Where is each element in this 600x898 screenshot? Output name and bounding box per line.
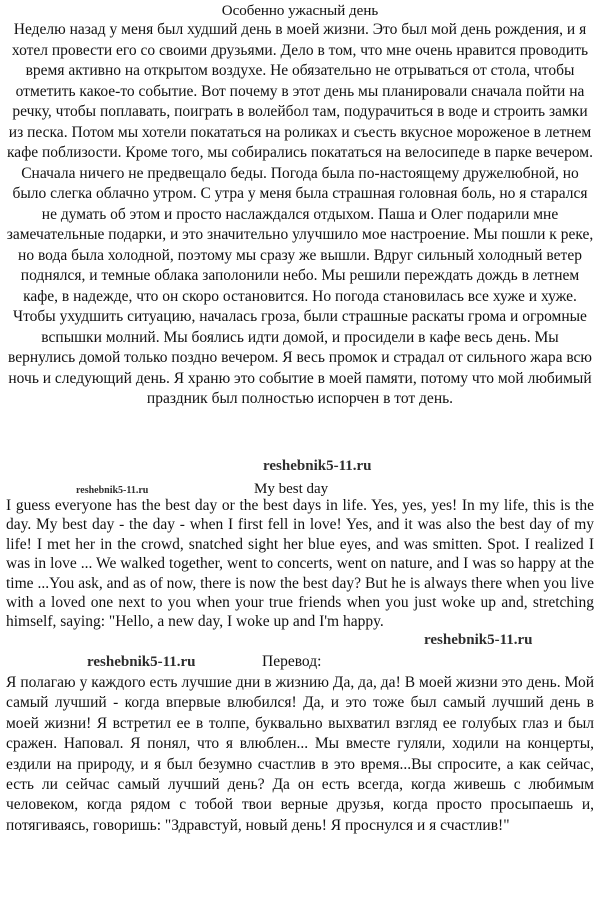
watermark-3: reshebnik5-11.ru	[424, 632, 533, 648]
english-subtitle: My best day	[254, 481, 329, 497]
english-story-text: I guess everyone has the best day or the best days in life. Yes, yes, yes! In my life, this is the day. My best day - the day - when I first fell in love! Yes, and it was also the best day of my life! I met her in the crowd, snatched sight her blue eyes, and was smitten. Spot. I realized I was in love ... We walked together, went to concerts, went on nature, and I was so happy at the time ...You ask, and as of now, there is now the best day? But he is always there when you live with a loved one next to you when your true friends when you just woke up and, stretching himself, saying: "Hello, a new day, I woke up and I'm happy.	[6, 497, 594, 631]
russian-story-text: Неделю назад у меня был худший день в моей жизни. Это был мой день рождения, и я хотел провести его со своими друзьями. Дело в том, что мне очень нравится проводить время активно на открытом воздухе. Не обязательно не отрываться от стола, чтобы отметить какое-то событие. Вот почему в этот день мы планировали сначала пойти на речку, чтобы поплавать, поиграть в волейбол там, подурачиться в воде и строить замки из песка. Потом мы хотели покататься на роликах и съесть вкусное мороженое в летнем кафе поблизости. Кроме того, мы собирались покататься на велосипеде в парке вечером. Сначала ничего не предвещало беды. Погода была по-настоящему дружелюбной, но было слегка облачно утром. С утра у меня была страшная головная боль, но я старался не думать об этом и просто наслаждался отдыхом. Паша и Олег подарили мне замечательные подарки, и это значительно улучшило мое настроение. Мы пошли к реке, но вода была холодной, поэтому мы сразу же вышли. Вдруг сильный холодный ветер поднялся, и темные облака заполонили небо. Мы решили переждать дождь в летнем кафе, в надежде, что он скоро остановится. Но погода становилась все хуже и хуже. Чтобы ухудшить ситуацию, началась гроза, были страшные раскаты грома и огромные вспышки молний. Мы боялись идти домой, и просидели в кафе весь день. Мы вернулись домой только поздно вечером. Я весь промок и страдал от сильного жара всю ночь и следующий день. Я храню это событие в моей памяти, потому что мой любимый праздник был полностью испорчен в тот день.	[6, 21, 594, 407]
translation-heading: Перевод:	[262, 653, 322, 670]
watermark-4: reshebnik5-11.ru	[87, 654, 196, 670]
story-title: Особенно ужасный день	[221, 3, 379, 19]
watermark-2: reshebnik5-11.ru	[76, 485, 149, 496]
russian-translation-text: Я полагаю у каждого есть лучшие дни в жизнию Да, да, да! В моей жизни это день. Мой самый лучший - когда впервые влюбился! Да, и это тоже был самый лучший день в моей жизни! Я встретил ее в толпе, буквально выхватил взгляд ее голубых глаз и был сражен. Наповал. Я понял, что я влюблен... Мы вместе гуляли, ходили на концерты, ездили на природу, и я был безумно счастлив в это время...Вы спросите, а как сейчас, есть ли сейчас самый лучший день? Да он есть всегда, когда живешь с любимым человеком, когда рядом с тобой твои верные друзья, когда просто просыпаешь и, потягиваясь, говоришь: "Здравстуй, новый день! Я проснулся и я счастлив!"	[6, 674, 594, 834]
watermark-1: reshebnik5-11.ru	[263, 458, 372, 474]
